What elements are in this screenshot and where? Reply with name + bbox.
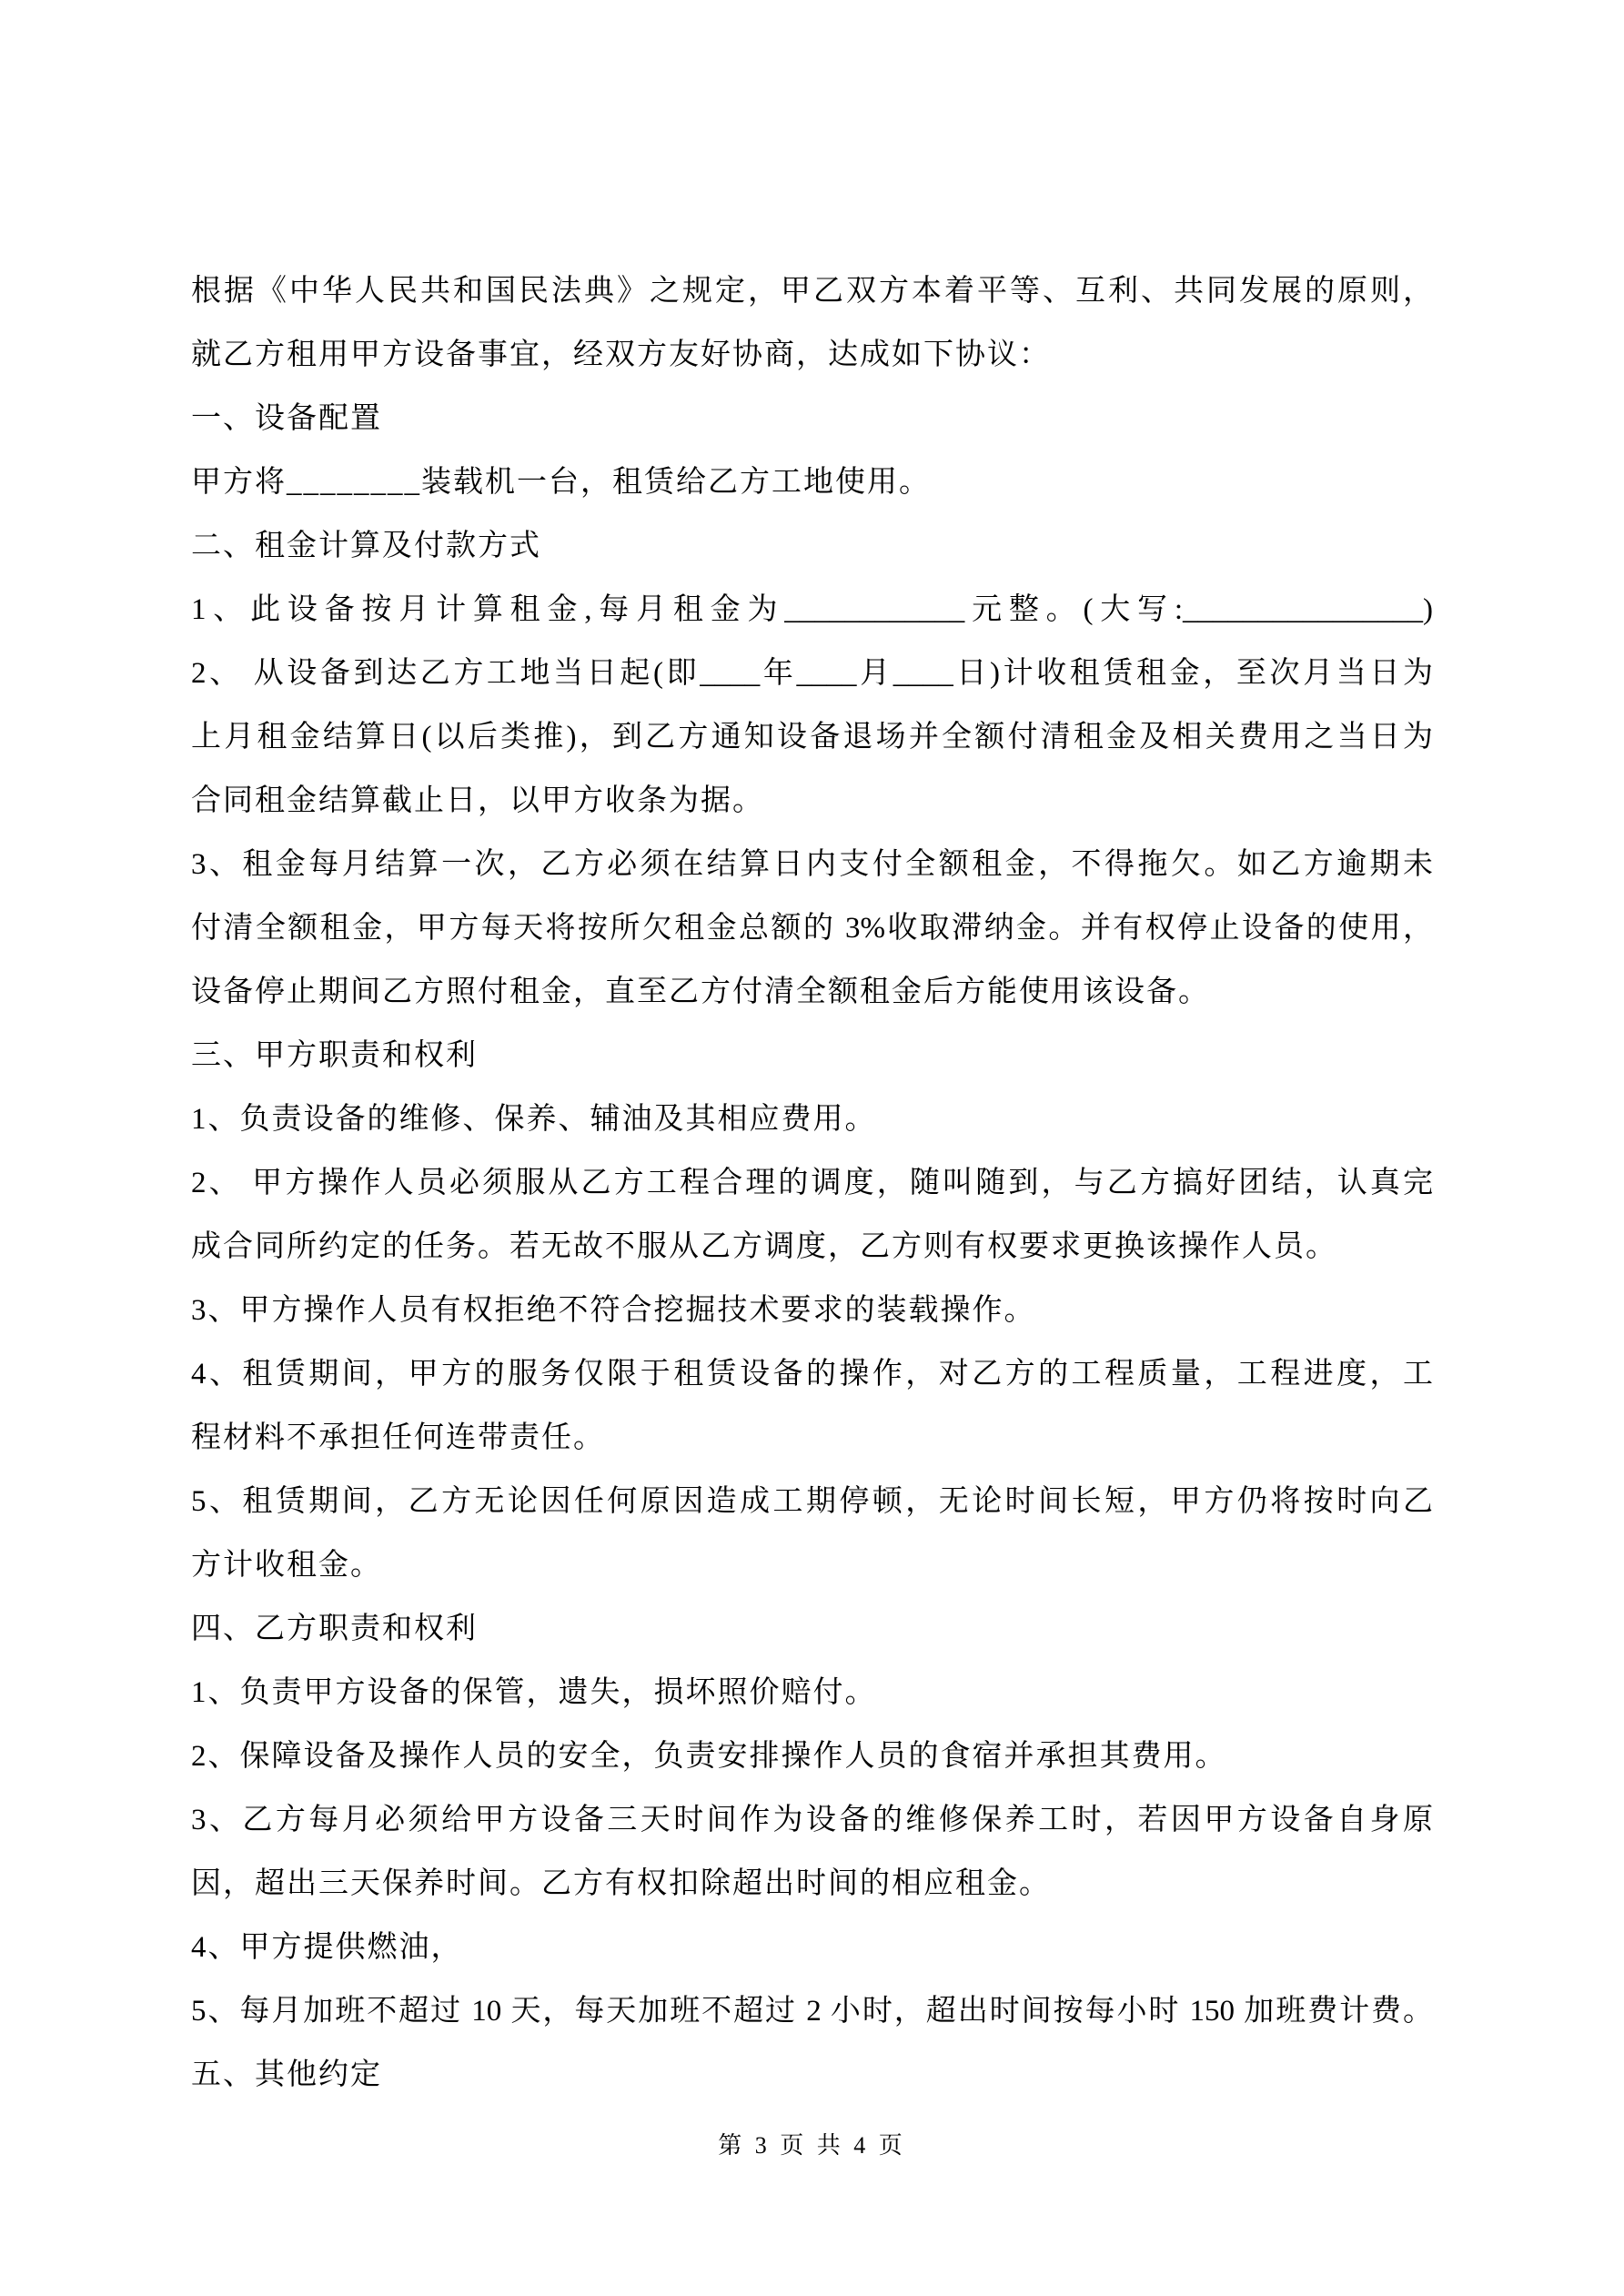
document-line: 5、租赁期间，乙方无论因任何原因造成工期停顿，无论时间长短，甲方仍将按时向乙 <box>191 1485 1433 1518</box>
document-line: 5、每月加班不超过 10 天，每天加班不超过 2 小时，超出时间按每小时 150 加班费计费。 <box>191 1995 1434 2028</box>
page-footer <box>0 2128 1624 2164</box>
document-line: 五、其他约定 <box>191 2058 382 2091</box>
document-line: 1、负责甲方设备的保管，遗失，损坏照价赔付。 <box>191 1676 877 1709</box>
document-line: 1、此设备按月计算租金,每月租金为____________元整。(大写:________________) <box>191 593 1433 626</box>
document-line: 2、 从设备到达乙方工地当日起(即____年____月____日)计收租赁租金，至次月当日为 <box>191 657 1433 690</box>
document-line: 4、租赁期间，甲方的服务仅限于租赁设备的操作，对乙方的工程质量，工程进度，工 <box>191 1358 1433 1391</box>
document-line: 上月租金结算日(以后类推)，到乙方通知设备退场并全额付清租金及相关费用之当日为 <box>191 721 1433 754</box>
document-line: 3、乙方每月必须给甲方设备三天时间作为设备的维修保养工时，若因甲方设备自身原 <box>191 1804 1433 1836</box>
document-line: 合同租金结算截止日，以甲方收条为据。 <box>191 784 764 817</box>
document-line: 付清全额租金，甲方每天将按所欠租金总额的 3%收取滞纳金。并有权停止设备的使用， <box>191 912 1433 945</box>
document-line: 就乙方租用甲方设备事宜，经双方友好协商，达成如下协议： <box>191 339 1051 371</box>
document-line: 程材料不承担任何连带责任。 <box>191 1421 605 1454</box>
document-line: 二、租金计算及付款方式 <box>191 530 541 562</box>
document-line: 2、保障设备及操作人员的安全，负责安排操作人员的食宿并承担其费用。 <box>191 1740 1227 1773</box>
document-line: 方计收租金。 <box>191 1549 382 1582</box>
document-line: 四、乙方职责和权利 <box>191 1613 478 1645</box>
document-line: 1、负责设备的维修、保养、辅油及其相应费用。 <box>191 1103 877 1136</box>
document-line: 根据《中华人民共和国民法典》之规定，甲乙双方本着平等、互利、共同发展的原则， <box>191 275 1433 308</box>
document-line: 3、租金每月结算一次，乙方必须在结算日内支付全额租金，不得拖欠。如乙方逾期未 <box>191 848 1433 881</box>
page-number-text: 第 3 页 共 4 页 <box>718 2132 906 2159</box>
document-line: 因，超出三天保养时间。乙方有权扣除超出时间的相应租金。 <box>191 1867 1051 1900</box>
document-line: 一、设备配置 <box>191 402 382 435</box>
document-body <box>191 259 1433 2107</box>
document-line: 甲方将________装载机一台，租赁给乙方工地使用。 <box>191 466 931 499</box>
document-line: 3、甲方操作人员有权拒绝不符合挖掘技术要求的装载操作。 <box>191 1294 1036 1327</box>
document-line: 成合同所约定的任务。若无故不服从乙方调度，乙方则有权要求更换该操作人员。 <box>191 1230 1337 1263</box>
document-line: 2、 甲方操作人员必须服从乙方工程合理的调度，随叫随到，与乙方搞好团结，认真完 <box>191 1167 1433 1199</box>
document-line: 三、甲方职责和权利 <box>191 1039 478 1072</box>
document-line: 4、甲方提供燃油， <box>191 1931 463 1964</box>
document-line: 设备停止期间乙方照付租金，直至乙方付清全额租金后方能使用该设备。 <box>191 976 1210 1008</box>
